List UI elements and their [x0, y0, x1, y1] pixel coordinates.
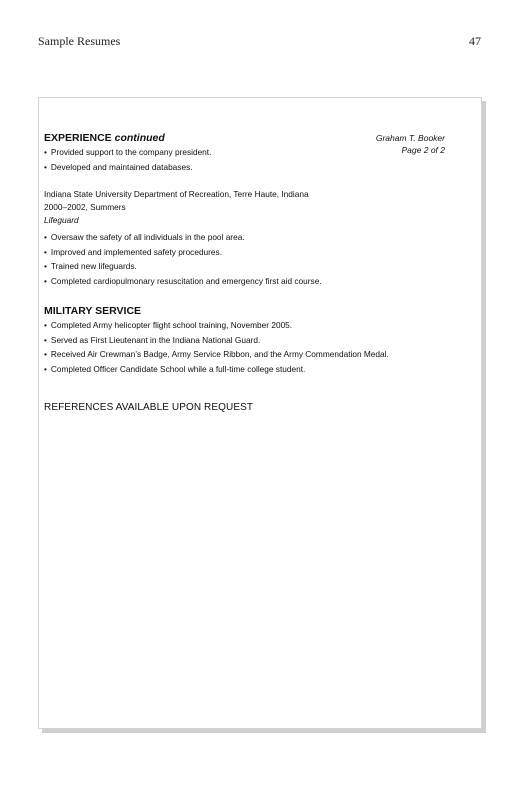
- job-position: Lifeguard: [44, 215, 79, 225]
- list-item: • Completed Army helicopter flight school training, November 2005.: [44, 318, 414, 333]
- list-item: • Served as First Lieutenant in the Indiana National Guard.: [44, 333, 414, 348]
- experience-bullets: [44, 145, 414, 174]
- list-item: • Trained new lifeguards.: [44, 259, 414, 274]
- list-item: • Developed and maintained databases.: [44, 160, 414, 175]
- resume-content: [44, 131, 414, 413]
- candidate-name: Graham T. Booker: [375, 133, 445, 143]
- military-title: MILITARY SERVICE: [44, 305, 142, 317]
- experience-heading: [44, 131, 414, 145]
- list-item: • Improved and implemented safety procedures.: [44, 245, 414, 260]
- list-item: • Completed cardiopulmonary resuscitation and emergency first aid course.: [44, 274, 414, 289]
- military-section: [44, 304, 414, 376]
- job-bullets: [44, 230, 414, 288]
- book-section-title: Sample Resumes: [38, 34, 121, 48]
- military-bullets: [44, 318, 414, 376]
- list-item: • Provided support to the company president.: [44, 145, 414, 160]
- running-head: [38, 34, 481, 50]
- references-note: REFERENCES AVAILABLE UPON REQUEST: [44, 402, 254, 413]
- job-dates: 2000–2002, Summers: [44, 202, 126, 212]
- page-number: 47: [469, 34, 481, 48]
- page-indicator: Page 2 of 2: [401, 145, 445, 155]
- experience-title: EXPERIENCE: [44, 132, 112, 144]
- job-entry: [44, 188, 414, 288]
- job-employer: Indiana State University Department of Recreation, Terre Haute, Indiana: [44, 189, 309, 199]
- list-item: • Completed Officer Candidate School while a full-time college student.: [44, 362, 414, 377]
- list-item: • Oversaw the safety of all individuals in the pool area.: [44, 230, 414, 245]
- list-item: • Received Air Crewman’s Badge, Army Service Ribbon, and the Army Commendation Medal.: [44, 347, 414, 362]
- experience-continued: continued: [114, 132, 165, 144]
